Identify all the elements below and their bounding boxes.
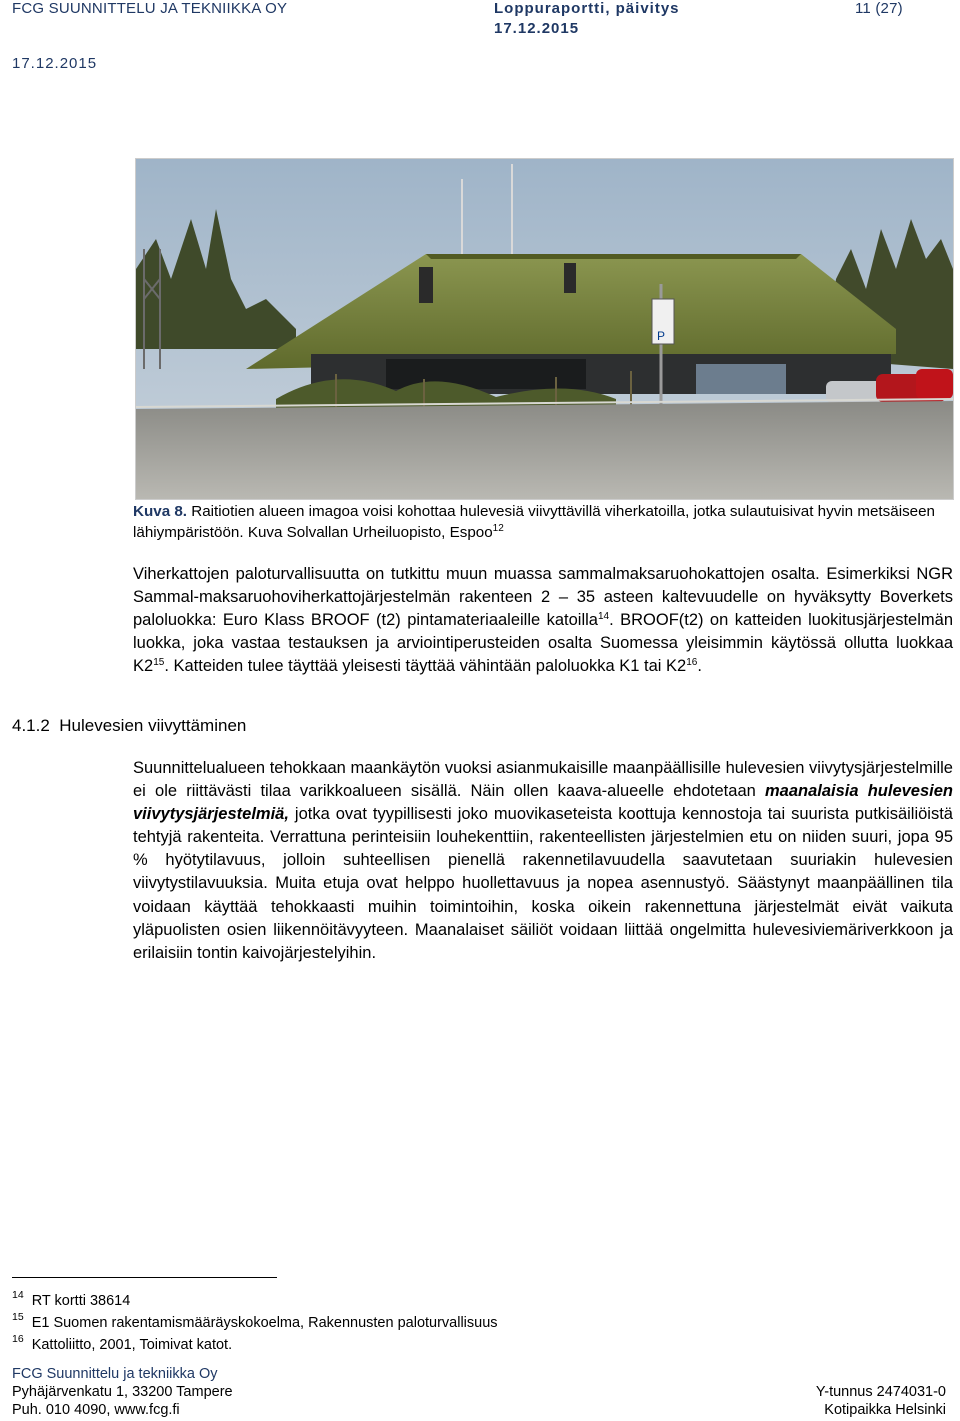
caption-source: Kuva Solvallan Urheiluopisto, Espoo: [247, 524, 493, 541]
header-company: FCG SUUNNITTELU JA TEKNIIKKA OY: [12, 0, 288, 17]
footer-business-id: Y-tunnus 2474031-0: [815, 1384, 946, 1400]
footnote: [12, 1311, 498, 1331]
footnote-number: 14: [12, 1289, 24, 1301]
caption-footnote-ref: 12: [492, 523, 504, 534]
header-page-number: 11 (27): [855, 0, 903, 17]
figure-caption: [133, 501, 953, 543]
footnote: [12, 1333, 232, 1353]
paragraph-stormwater: [133, 757, 953, 965]
footer-company: FCG Suunnittelu ja tekniikka Oy: [12, 1366, 218, 1382]
header-doc-date: 17.12.2015: [12, 55, 98, 72]
header-report-title: Loppuraportti, päivitys: [494, 0, 680, 17]
footnote-text: RT kortti 38614: [31, 1293, 131, 1309]
footnote-ref-15: 15: [153, 657, 165, 669]
footnote-number: 16: [12, 1333, 24, 1345]
para2-text-b: jotka ovat tyypillisesti joko muovikaseteista koottuja kennostoja tai suurista putkisäiliöistä tehtyjä rakenteita. Verrattuna perinteisiin louhekenttiin, rakenteellisten järjestelmien etu on niiden suuri, jopa 95 % hyötytilavuus, jolloin suhteellisen pienellä rakennetilavuudella saavutetaan suuriakin hulevesien viivytystilavuuksia. Muita etuja ovat helppo huollettavuus ja nopea asennustyö. Säästynyt maanpäällinen tila voidaan käyttää tehokkaasti muihin toimintoihin, koska oikein rakennettuna järjestelmät eivät vaikuta yläpuolisten osien liikennöitävyyteen. Maanalaiset säiliöt voidaan liittää ongelmitta hulevesiviemäriverkkoon ja erilaisiin tontin kaivojärjestelyihin.: [133, 805, 953, 962]
footer-domicile: Kotipaikka Helsinki: [824, 1402, 946, 1418]
para2-text-a: Suunnittelualueen tehokkaan maankäytön vuoksi asianmukaisille maanpäällisille hulevesien viivytysjärjestelmille ei ole riittävästi tilaa varikkoalueen sisällä. Näin ollen kaava-alueelle ehdotetaan: [133, 759, 953, 801]
para1-text-b: . BROOF(t2) on katteiden luokitusjärjestelmän luokka, joka vastaa testauksen ja arviointiperusteiden osalta Suomessa yleisimmin käytössä ollutta luokkaa K2: [133, 611, 953, 676]
figure-photo: [135, 158, 954, 500]
footnote-ref-14: 14: [597, 611, 610, 623]
footnote-number: 15: [12, 1311, 24, 1323]
green-roof-building-photo: [136, 159, 953, 499]
section-heading: [12, 716, 246, 736]
caption-label: Kuva 8.: [133, 503, 188, 520]
header-report-date: 17.12.2015: [494, 20, 580, 37]
para1-text-c: . Katteiden tulee täyttää yleisesti täyttää vähintään paloluokka K1 tai K2: [164, 657, 687, 676]
para2-emphasis: maanalaisia hulevesien viivytysjärjestelmiä,: [133, 782, 953, 824]
footer-address: Pyhäjärvenkatu 1, 33200 Tampere: [12, 1384, 233, 1400]
footnote-divider: [12, 1277, 277, 1278]
caption-text: Raitiotien alueen imagoa voisi kohottaa hulevesiä viivyttävillä viherkatoilla, jotka sulautuisivat hyvin metsäiseen lähiympäristöön.: [133, 503, 936, 541]
section-number: 4.1.2: [12, 716, 50, 735]
footnote: [12, 1289, 130, 1309]
parking-sign-letter: P: [657, 329, 666, 343]
footnote-text: E1 Suomen rakentamismääräyskokoelma, Rakennusten paloturvallisuus: [31, 1315, 498, 1331]
para1-text-a: Viherkattojen paloturvallisuutta on tutkittu muun muassa sammalmaksaruohokattojen osalta. Esimerkiksi NGR Sammal-maksaruohoviherkattojärjestelmän rakenteen 2 – 35 asteen kaltevuudelle on hyväksytty Boverkets paloluokka: Euro Klass BROOF (t2) pintamateriaaleille katoilla: [133, 565, 953, 630]
para1-text-d: .: [697, 657, 702, 676]
section-title: Hulevesien viivyttäminen: [59, 716, 247, 735]
footer-contact: Puh. 010 4090, www.fcg.fi: [12, 1402, 180, 1418]
footnote-text: Kattoliitto, 2001, Toimivat katot.: [31, 1337, 233, 1353]
footnote-ref-16: 16: [686, 657, 698, 669]
paragraph-fire-safety: [133, 563, 953, 678]
